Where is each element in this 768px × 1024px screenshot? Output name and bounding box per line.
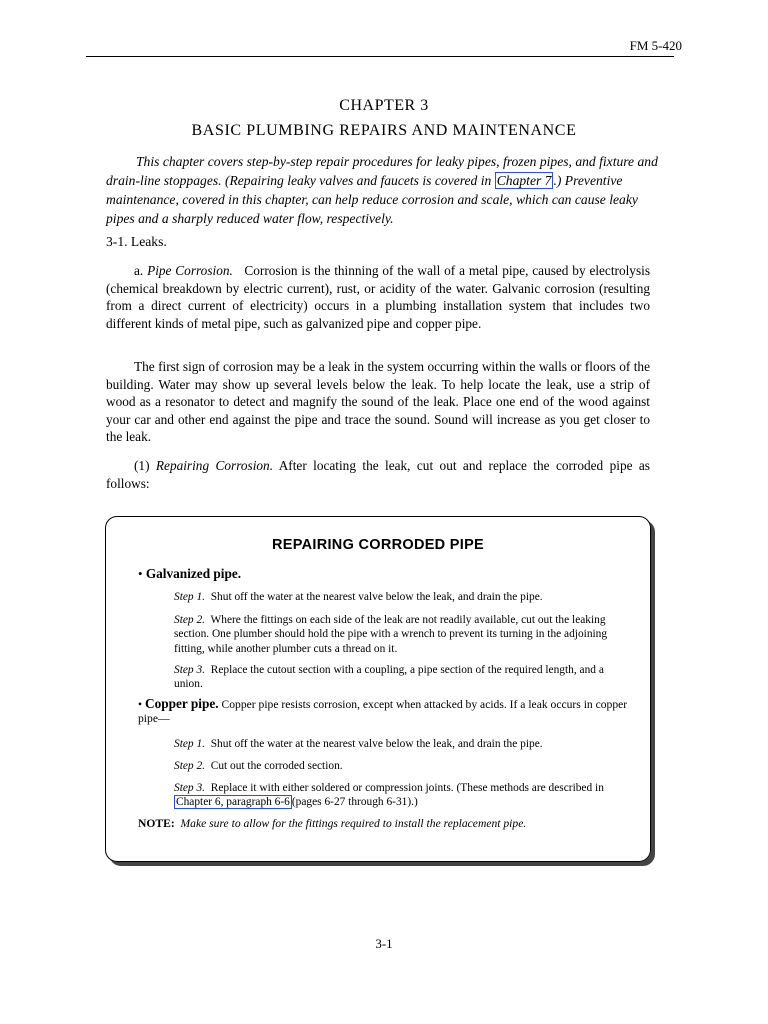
chapter-number: CHAPTER 3 [339, 97, 429, 114]
document-id: FM 5-420 [629, 38, 682, 53]
p2-text: The first sign of corrosion may be a leak in the system occurring within the walls or floors of the building. Water may show up several levels below the leak. To help locate the leak, use a strip of wood as a resonator to detect and magnify the sound of the leak. Place one end of the wood against your car and other end against the pipe and trace the sound. Sound will increase as you get closer to the leak. [106, 359, 650, 445]
p1-label: a. [134, 263, 144, 278]
intro-text-2: .) Preventive maintenance, covered in this chapter, can help reduce corrosion and scale, which can cause leaky pipes and a sharply reduced water flow, respectively. [106, 173, 638, 226]
galvanized-step-2: Step 2. Where the fittings on each side of the leak are not readily available, cut out the leaking section. One plumber should hold the pipe with a wrench to prevent its turning in the adjoining fitting, while another plumber cuts a thread on it. [174, 614, 608, 655]
copper-step-1: Step 1. Shut off the water at the nearest valve below the leak, and drain the pipe. [174, 738, 543, 750]
chapter-7-link[interactable]: Chapter 7 [496, 173, 552, 188]
intro-paragraph [106, 152, 662, 228]
box-title: REPAIRING CORRODED PIPE [271, 537, 485, 553]
chapter-title: BASIC PLUMBING REPAIRS AND MAINTENANCE [191, 122, 577, 139]
copper-step-2: Step 2. Cut out the corroded section. [174, 760, 343, 772]
copper-step-3: Step 3. Replace it with either soldered or compression joints. (These methods are described in Chapter 6, paragraph 6-6 (pages 6-27 through 6-31).) [174, 782, 604, 809]
repair-procedure-box [105, 516, 651, 862]
p3-text: After locating the leak, cut out and replace the corroded pipe as follows: [106, 458, 650, 491]
paragraph-first-sign [106, 358, 650, 446]
p3-label: (1) [134, 458, 150, 473]
paragraph-repairing-corrosion [106, 457, 650, 492]
p1-title: Pipe Corrosion. [147, 263, 233, 278]
page-number: 3-1 [375, 936, 393, 951]
galvanized-step-3: Step 3. Replace the cutout section with a coupling, a pipe section of the required length, and a union. [174, 664, 604, 691]
header-rule [86, 56, 674, 57]
paragraph-pipe-corrosion [106, 262, 650, 332]
section-heading: 3-1. Leaks. [106, 234, 167, 249]
p3-title: Repairing Corrosion. [155, 458, 274, 473]
p1-text: Corrosion is the thinning of the wall of a metal pipe, caused by electrolysis (chemical breakdown by electric current), rust, or acidity of the water. Galvanic corrosion (resulting from a direct current of electricity) occurs in a plumbing installation system that includes two different kinds of metal pipe, such as galvanized pipe and copper pipe. [106, 263, 650, 331]
note: NOTE: Make sure to allow for the fittings required to install the replacement pipe. [138, 817, 527, 830]
copper-pipe-heading: • Copper pipe. Copper pipe resists corrosion, except when attacked by acids. If a leak occurs in copper pipe— [138, 696, 628, 726]
chapter-6-paragraph-link[interactable]: Chapter 6, paragraph 6-6 [176, 796, 290, 809]
intro-text-1: This chapter covers step-by-step repair procedures for leaky pipes, frozen pipes, and fixture and drain-line stoppages. (Repairing leaky valves and faucets is covered in [106, 154, 658, 188]
galvanized-step-1: Step 1. Shut off the water at the nearest valve below the leak, and drain the pipe. [174, 591, 543, 603]
galvanized-pipe-heading: • Galvanized pipe. [138, 566, 242, 581]
